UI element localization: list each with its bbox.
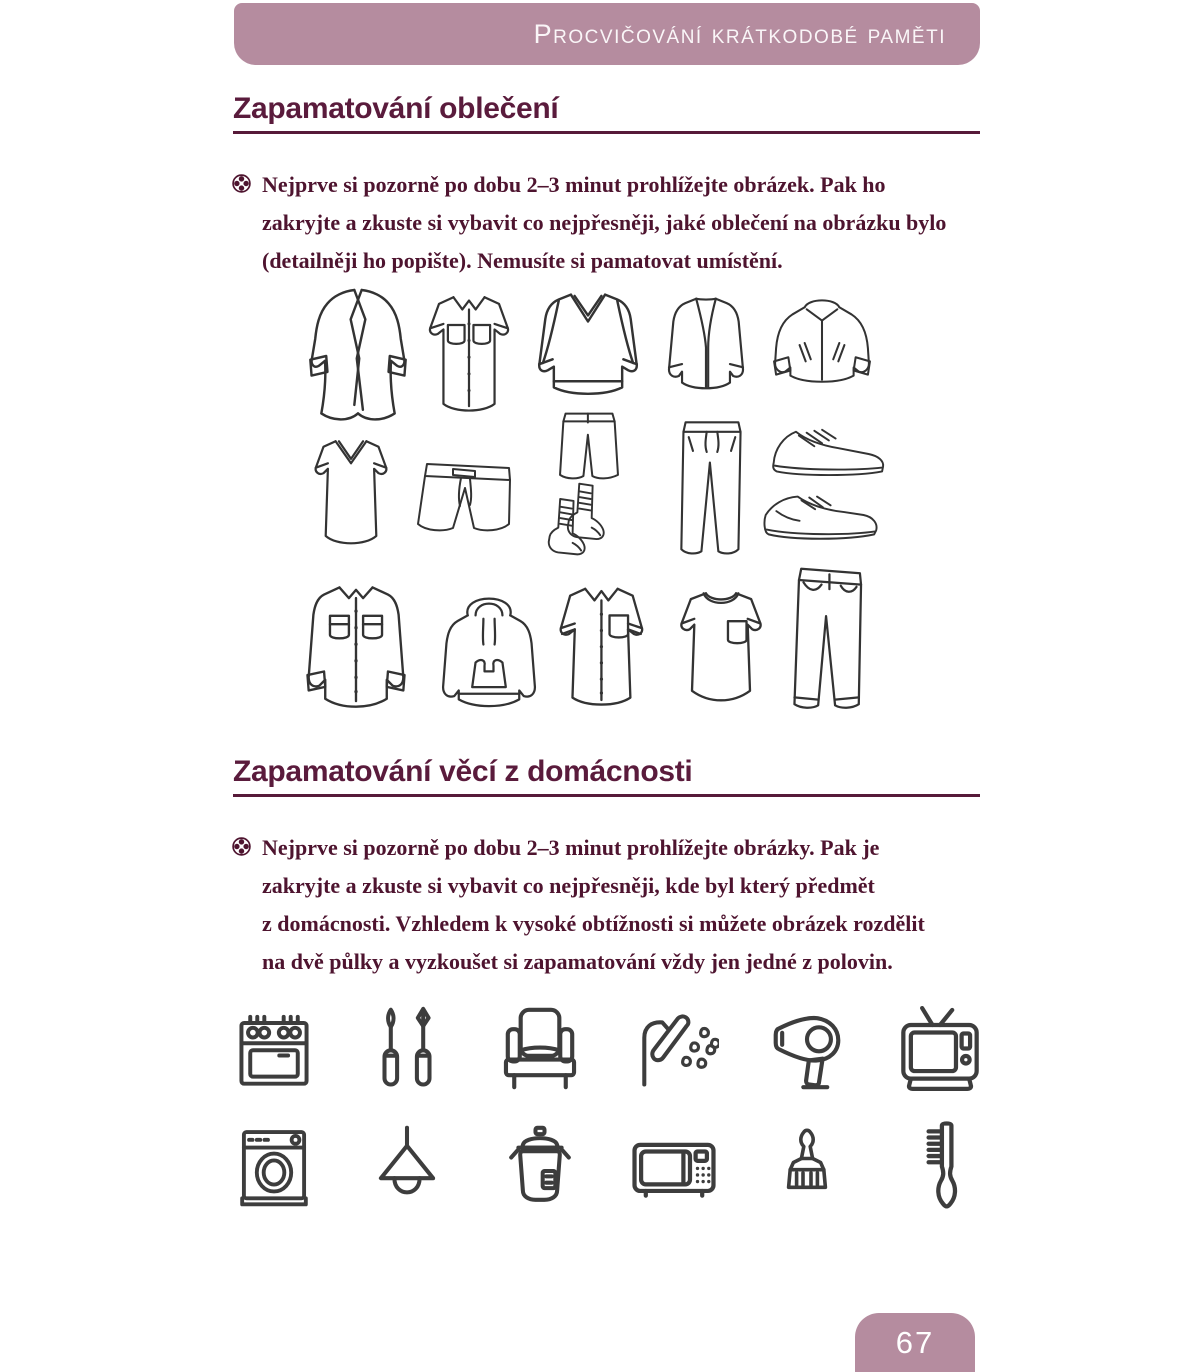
drawstring-shorts-icon <box>403 456 533 546</box>
pressure-cooker-icon <box>490 1119 590 1214</box>
instruction-line: Nejprve si pozorně po dobu 2–3 minut prohlížejte obrázky. Pak je <box>262 835 880 860</box>
v-neck-tshirt-icon <box>307 430 395 556</box>
paint-brush-icon <box>757 1119 857 1214</box>
pocket-tshirt-icon <box>663 578 779 720</box>
tv-icon <box>890 1001 990 1096</box>
hair-dryer-icon <box>757 1001 857 1096</box>
instruction-line: zakryjte a zkuste si vybavit co nejpřesněji, jaké oblečení na obrázku bylo <box>262 210 947 235</box>
cropped-trousers-icon <box>551 408 627 486</box>
cardigan-icon <box>657 282 755 420</box>
household-row-1 <box>224 1000 990 1096</box>
button-up-shirt-icon <box>293 578 419 720</box>
instruction-line: na dvě půlky a vyzkoušet si zapamatování vždy jen jedné z polovin. <box>262 949 893 974</box>
screwdrivers-icon <box>357 1001 457 1096</box>
washing-machine-icon <box>224 1119 324 1214</box>
sweatpants-icon <box>671 416 753 564</box>
armchair-icon <box>490 1001 590 1096</box>
section-household-instructions <box>231 829 925 981</box>
flower-bullet-icon <box>231 166 252 280</box>
section-clothing-instructions <box>231 166 946 280</box>
header-title: Procvičování krátkodobé paměti <box>533 18 946 49</box>
microwave-icon <box>624 1119 724 1214</box>
jeans-icon <box>783 562 877 720</box>
flower-bullet-icon <box>231 829 252 981</box>
boots-icon <box>535 478 635 562</box>
short-sleeve-shirt-icon <box>419 282 519 428</box>
sneaker-top-icon <box>761 424 889 484</box>
section-clothing-heading: Zapamatování oblečení <box>233 92 559 125</box>
stove-icon <box>224 1001 324 1096</box>
clothing-figure <box>283 272 903 722</box>
section-household-rule <box>233 794 980 797</box>
v-neck-sweater-icon <box>527 284 649 420</box>
instruction-line: zakryjte a zkuste si vybavit co nejpřesněji, kde byl který předmět <box>262 873 875 898</box>
page-number: 67 <box>895 1324 935 1360</box>
short-sleeve-button-shirt-icon <box>547 578 657 720</box>
jacket-icon <box>761 292 883 394</box>
shower-icon <box>624 1001 724 1096</box>
household-figure <box>224 1000 990 1214</box>
instruction-line: (detailněji ho popište). Nemusíte si pamatovat umístění. <box>262 248 783 273</box>
section-clothing-rule <box>233 131 980 134</box>
household-row-2 <box>224 1118 990 1214</box>
pendant-lamp-icon <box>357 1119 457 1214</box>
hoodie-icon <box>433 578 545 720</box>
section-household-heading: Zapamatování věcí z domácnosti <box>233 755 693 788</box>
instruction-line: z domácnosti. Vzhledem k vysoké obtížnosti si můžete obrázek rozdělit <box>262 911 925 936</box>
instruction-line: Nejprve si pozorně po dobu 2–3 minut prohlížejte obrázek. Pak ho <box>262 172 886 197</box>
comb-icon <box>890 1119 990 1214</box>
sneaker-bottom-icon <box>753 484 883 546</box>
blazer-icon <box>303 276 413 436</box>
header-bar <box>234 3 980 65</box>
page-number-badge <box>855 1313 975 1372</box>
